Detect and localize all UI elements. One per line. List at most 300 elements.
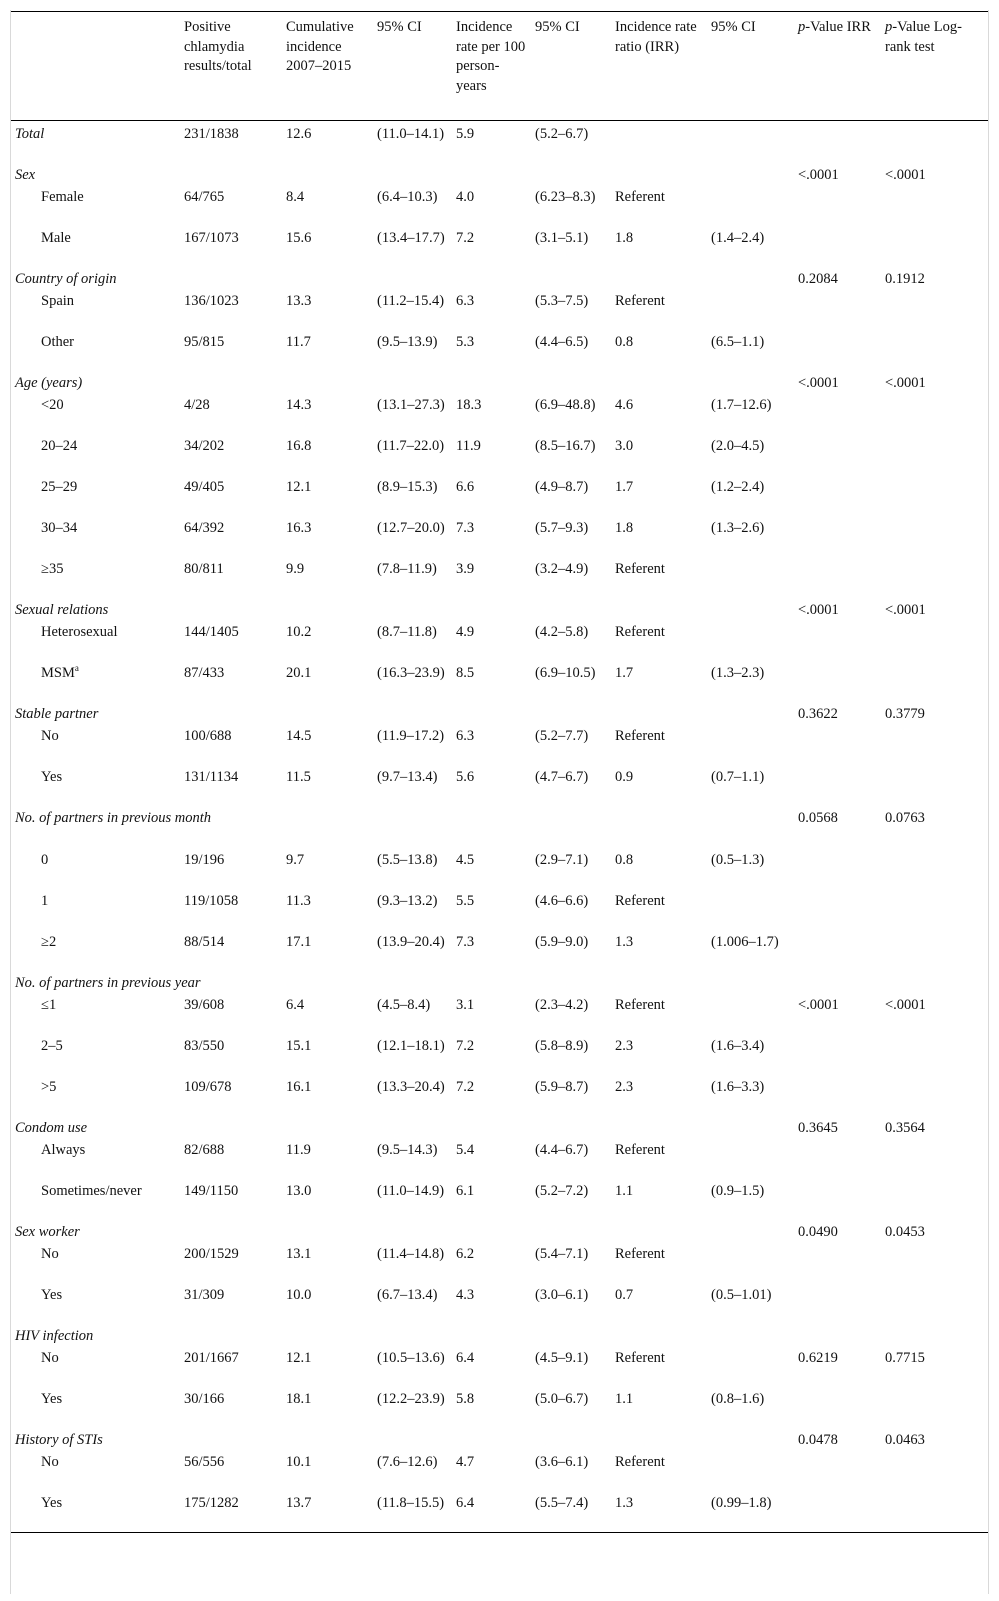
cell-p-value-logrank — [881, 517, 988, 558]
cell-p-value-logrank — [881, 227, 988, 268]
cell-cumulative-incidence: 15.1 — [286, 1037, 312, 1054]
cell-p-value-irr — [794, 227, 881, 268]
cell-ci-2: (3.1–5.1) — [535, 229, 589, 246]
table-row — [11, 931, 988, 972]
row-label-text: Total — [15, 126, 45, 142]
cell-incidence-rate: 6.2 — [456, 1245, 475, 1262]
cell-p-value-irr — [794, 435, 881, 476]
cell-p-value-irr — [794, 1388, 881, 1429]
table-row — [11, 331, 988, 372]
cell-p-value-irr — [794, 1035, 881, 1076]
cell-incidence-rate: 7.2 — [456, 1078, 475, 1095]
cell-ci-2: (6.9–10.5) — [535, 664, 596, 681]
row-label — [11, 1347, 180, 1388]
table-section-row — [11, 268, 988, 290]
cell-positive-results: 144/1405 — [184, 623, 239, 640]
cell-ci-2: (4.4–6.7) — [535, 1141, 589, 1158]
cell-cumulative-incidence: 12.1 — [286, 478, 312, 495]
cell-p-value-irr: 0.3645 — [798, 1119, 838, 1136]
cell-p-value-irr — [794, 331, 881, 372]
cell-incidence-rate: 6.6 — [456, 478, 475, 495]
cell-cumulative-incidence: 8.4 — [286, 188, 305, 205]
cell-irr: 2.3 — [615, 1078, 634, 1095]
cell-ci-1: (9.5–14.3) — [377, 1141, 438, 1158]
cell-p-value-logrank — [881, 1139, 988, 1180]
cell-ci-1: (5.5–13.8) — [377, 851, 438, 868]
table-row — [11, 621, 988, 662]
cell-p-value-irr — [794, 931, 881, 972]
cell-p-value-logrank — [881, 290, 988, 331]
cell-ci-1: (10.5–13.6) — [377, 1349, 445, 1366]
row-label — [11, 621, 180, 662]
cell-p-value-logrank — [881, 1284, 988, 1325]
cell-incidence-rate: 5.9 — [456, 126, 475, 142]
cell-incidence-rate: 6.3 — [456, 292, 475, 309]
table-row — [11, 849, 988, 890]
row-label — [11, 725, 180, 766]
cell-cumulative-incidence: 12.6 — [286, 126, 312, 142]
cell-ci-3 — [707, 890, 794, 931]
table-row — [11, 766, 988, 807]
cell-incidence-rate: 5.5 — [456, 892, 475, 909]
cell-cumulative-incidence: 17.1 — [286, 933, 312, 950]
cell-cumulative-incidence: 16.1 — [286, 1078, 312, 1095]
header-blank — [11, 12, 180, 121]
cell-p-value-logrank — [881, 331, 988, 372]
table-section-row — [11, 972, 988, 994]
cell-p-value-logrank: 0.0453 — [885, 1223, 925, 1240]
row-label-text: 1 — [41, 892, 49, 909]
cell-ci-3 — [707, 186, 794, 227]
row-label — [11, 1076, 180, 1117]
section-label: No. of partners in previous year — [15, 974, 201, 991]
cell-cumulative-incidence: 6.4 — [286, 996, 305, 1013]
row-label — [11, 1035, 180, 1076]
cell-p-value-logrank — [881, 1492, 988, 1533]
cell-ci-3: (0.7–1.1) — [711, 768, 765, 785]
header-positive-results: Positive chlamydia results/total — [180, 12, 282, 121]
cell-ci-1: (9.5–13.9) — [377, 333, 438, 350]
cell-p-value-logrank — [881, 1451, 988, 1492]
table-row — [11, 435, 988, 476]
cell-ci-3: (0.5–1.01) — [711, 1286, 772, 1303]
row-label-text: Heterosexual — [41, 623, 118, 640]
cell-incidence-rate: 5.6 — [456, 768, 475, 785]
cell-positive-results: 175/1282 — [180, 1492, 282, 1533]
cell-irr: Referent — [615, 560, 665, 577]
cell-ci-2: (4.5–9.1) — [535, 1349, 589, 1366]
cell-ci-3: (1.2–2.4) — [711, 478, 765, 495]
cell-p-value-irr: <.0001 — [798, 601, 839, 618]
cell-p-value-logrank — [881, 1035, 988, 1076]
cell-incidence-rate: 5.4 — [456, 1141, 475, 1158]
table-section-row — [11, 599, 988, 621]
cell-positive-results: 136/1023 — [184, 292, 239, 309]
cell-ci-3: (1.6–3.3) — [711, 1078, 765, 1095]
row-label — [11, 1180, 180, 1221]
cell-p-value-logrank: 0.7715 — [885, 1349, 925, 1366]
cell-ci-1: (6.4–10.3) — [377, 188, 438, 205]
cell-ci-2: (4.9–8.7) — [535, 478, 589, 495]
table-row — [11, 476, 988, 517]
table-row — [11, 662, 988, 703]
cell-ci-3 — [707, 994, 794, 1035]
cell-cumulative-incidence: 11.3 — [286, 892, 311, 909]
header-ci-2: 95% CI — [531, 12, 611, 121]
cell-p-value-logrank: 0.0463 — [885, 1431, 925, 1448]
cell-positive-results: 87/433 — [184, 664, 225, 681]
cell-p-value-logrank — [881, 972, 988, 994]
cell-positive-results: 4/28 — [184, 396, 210, 413]
cell-positive-results: 119/1058 — [184, 892, 239, 909]
row-label — [11, 890, 180, 931]
cell-p-value-irr — [794, 290, 881, 331]
table-row — [11, 394, 988, 435]
cell-positive-results: 95/815 — [184, 333, 225, 350]
cell-positive-results: 149/1150 — [184, 1182, 239, 1199]
section-label: Sex — [15, 166, 36, 183]
cell-p-value-irr: 0.2084 — [798, 270, 838, 287]
table-section-row — [11, 1429, 988, 1451]
table-row — [11, 1451, 988, 1492]
cell-incidence-rate: 18.3 — [456, 396, 482, 413]
cell-cumulative-incidence: 11.9 — [286, 1141, 311, 1158]
cell-irr: Referent — [615, 892, 665, 909]
row-label-text: No — [41, 727, 59, 744]
cell-ci-1: (7.6–12.6) — [377, 1453, 438, 1470]
row-label-text: 20–24 — [41, 437, 78, 454]
table-row — [11, 1492, 988, 1533]
row-label — [11, 121, 180, 164]
cell-positive-results: 19/196 — [184, 851, 225, 868]
table-section-row — [11, 372, 988, 394]
row-label-text: ≥35 — [41, 560, 64, 577]
cell-ci-2: (5.3–7.5) — [535, 292, 589, 309]
row-label-text: 2–5 — [41, 1037, 63, 1054]
cell-positive-results: 200/1529 — [184, 1245, 239, 1262]
cell-cumulative-incidence: 9.9 — [286, 560, 305, 577]
table-row — [11, 890, 988, 931]
row-label-text: Yes — [41, 1286, 63, 1303]
cell-cumulative-incidence: 11.5 — [286, 768, 311, 785]
row-label-text: Always — [41, 1141, 86, 1158]
table-section-row — [11, 1325, 988, 1347]
cell-irr: Referent — [615, 1453, 665, 1470]
cell-ci-2: (6.23–8.3) — [535, 188, 596, 205]
cell-positive-results: 49/405 — [184, 478, 225, 495]
cell-irr: Referent — [615, 623, 665, 640]
cell-p-value-logrank — [881, 931, 988, 972]
cell-p-value-logrank — [881, 1243, 988, 1284]
cell-cumulative-incidence: 15.6 — [286, 229, 312, 246]
row-label-text: 30–34 — [41, 519, 78, 536]
cell-positive-results: 109/678 — [184, 1078, 232, 1095]
cell-irr: 2.3 — [615, 1037, 634, 1054]
cell-ci-1: (12.7–20.0) — [377, 519, 445, 536]
cell-ci-2: (5.0–6.7) — [535, 1390, 589, 1407]
cell-incidence-rate: 7.2 — [456, 229, 475, 246]
row-label-text: MSM — [41, 664, 75, 681]
row-label — [11, 662, 180, 703]
row-label — [11, 186, 180, 227]
cell-p-value-logrank — [881, 435, 988, 476]
cell-ci-2: (6.9–48.8) — [535, 396, 596, 413]
table-row — [11, 186, 988, 227]
section-label: Condom use — [15, 1119, 88, 1136]
cell-p-value-logrank — [881, 558, 988, 599]
cell-p-value-irr — [794, 1284, 881, 1325]
cell-irr: Referent — [615, 188, 665, 205]
cell-ci-3: (1.3–2.3) — [711, 664, 765, 681]
cell-p-value-irr — [794, 1180, 881, 1221]
table-section-row — [11, 1117, 988, 1139]
cell-irr: 0.7 — [615, 1286, 634, 1303]
row-label-text: <20 — [41, 396, 64, 413]
header-cumulative-incidence: Cumulative incidence 2007–2015 — [282, 12, 373, 121]
table-total-row — [11, 121, 988, 164]
cell-irr: Referent — [615, 1245, 665, 1262]
cell-cumulative-incidence: 16.3 — [286, 519, 312, 536]
cell-cumulative-incidence: 20.1 — [286, 664, 312, 681]
cell-incidence-rate: 6.3 — [456, 727, 475, 744]
table-header-row — [11, 12, 988, 121]
cell-ci-2: (2.3–4.2) — [535, 996, 589, 1013]
cell-ci-2: (5.5–7.4) — [531, 1492, 611, 1533]
cell-cumulative-incidence: 18.1 — [286, 1390, 312, 1407]
cell-ci-3: (6.5–1.1) — [711, 333, 765, 350]
cell-ci-2: (4.6–6.6) — [535, 892, 589, 909]
cell-p-value-irr: 0.0490 — [798, 1223, 838, 1240]
cell-ci-1: (13.9–20.4) — [377, 933, 445, 950]
cell-irr: Referent — [615, 727, 665, 744]
cell-irr — [611, 121, 707, 164]
table-row — [11, 1180, 988, 1221]
row-label-text: Other — [41, 333, 75, 350]
cell-p-value-logrank: 0.1912 — [885, 270, 925, 287]
row-label-text: ≤1 — [41, 996, 57, 1013]
cell-p-value-irr — [794, 621, 881, 662]
cell-cumulative-incidence: 12.1 — [286, 1349, 312, 1366]
row-label-text: No — [41, 1245, 59, 1262]
cell-positive-results: 131/1134 — [184, 768, 239, 785]
cell-ci-1: (11.0–14.1) — [377, 126, 445, 142]
cell-irr: 1.8 — [615, 229, 634, 246]
row-label — [11, 331, 180, 372]
cell-incidence-rate: 4.5 — [456, 851, 475, 868]
cell-ci-3: (1.6–3.4) — [711, 1037, 765, 1054]
cell-irr: Referent — [615, 292, 665, 309]
cell-p-value-irr — [794, 394, 881, 435]
row-label-text: Sometimes/never — [41, 1182, 142, 1199]
cell-ci-3 — [707, 1139, 794, 1180]
cell-incidence-rate: 5.8 — [456, 1390, 475, 1407]
cell-positive-results: 64/765 — [184, 188, 225, 205]
cell-ci-3: (2.0–4.5) — [711, 437, 765, 454]
section-label: Sex worker — [15, 1223, 80, 1240]
row-label — [11, 1243, 180, 1284]
cell-ci-1: (6.7–13.4) — [377, 1286, 438, 1303]
row-label — [11, 517, 180, 558]
table-row — [11, 1243, 988, 1284]
cell-ci-1: (9.3–13.2) — [377, 892, 438, 909]
cell-positive-results: 167/1073 — [184, 229, 239, 246]
cell-ci-1: (11.9–17.2) — [377, 727, 445, 744]
table-row — [11, 725, 988, 766]
cell-p-value-logrank — [881, 186, 988, 227]
cell-irr: 3.0 — [615, 437, 634, 454]
table-row — [11, 558, 988, 599]
cell-incidence-rate: 6.1 — [456, 1182, 475, 1199]
cell-positive-results: 64/392 — [184, 519, 225, 536]
cell-irr: 0.9 — [615, 768, 634, 785]
cell-cumulative-incidence: 10.0 — [286, 1286, 312, 1303]
cell-p-value-logrank: 0.3564 — [885, 1119, 925, 1136]
cell-p-value-irr — [794, 186, 881, 227]
cell-ci-3 — [707, 1347, 794, 1388]
row-label — [11, 1492, 180, 1533]
header-incidence-rate: Incidence rate per 100 person-years — [452, 12, 531, 121]
cell-ci-1: (11.7–22.0) — [377, 437, 445, 454]
cell-ci-3: (0.8–1.6) — [711, 1390, 765, 1407]
table-row — [11, 227, 988, 268]
cell-ci-3: (1.7–12.6) — [711, 396, 772, 413]
cell-incidence-rate: 7.3 — [456, 933, 475, 950]
cell-p-value-irr: <.0001 — [798, 374, 839, 391]
table-section-row — [11, 1221, 988, 1243]
row-label — [11, 994, 180, 1035]
section-label: Stable partner — [15, 705, 99, 722]
row-label — [11, 435, 180, 476]
incidence-table — [11, 11, 988, 1533]
cell-ci-2: (3.0–6.1) — [535, 1286, 589, 1303]
cell-p-value-logrank — [881, 1388, 988, 1429]
row-label-text: Male — [41, 229, 71, 246]
cell-ci-2: (4.7–6.7) — [535, 768, 589, 785]
cell-positive-results: 34/202 — [184, 437, 225, 454]
cell-cumulative-incidence: 13.7 — [282, 1492, 373, 1533]
cell-p-value-logrank: <.0001 — [885, 166, 926, 183]
cell-p-value-irr — [794, 972, 881, 994]
row-label-text: >5 — [41, 1078, 57, 1095]
cell-incidence-rate: 7.2 — [456, 1037, 475, 1054]
cell-ci-2: (5.8–8.9) — [535, 1037, 589, 1054]
cell-p-value-irr — [794, 517, 881, 558]
cell-cumulative-incidence: 14.3 — [286, 396, 312, 413]
cell-positive-results: 201/1667 — [184, 1349, 239, 1366]
cell-incidence-rate: 6.4 — [452, 1492, 531, 1533]
cell-p-value-irr: <.0001 — [798, 996, 839, 1013]
cell-incidence-rate: 4.7 — [456, 1453, 475, 1470]
footnote-marker: a — [74, 662, 79, 673]
cell-ci-3 — [707, 621, 794, 662]
cell-incidence-rate: 8.5 — [456, 664, 475, 681]
section-label: Sexual relations — [15, 601, 109, 618]
cell-ci-3 — [707, 290, 794, 331]
table-row — [11, 290, 988, 331]
cell-ci-1: (13.4–17.7) — [377, 229, 445, 246]
cell-p-value-irr — [794, 849, 881, 890]
cell-cumulative-incidence: 13.3 — [286, 292, 312, 309]
cell-ci-2: (5.7–9.3) — [535, 519, 589, 536]
cell-ci-3: (1.006–1.7) — [711, 933, 779, 950]
section-label: Country of origin — [15, 270, 117, 287]
cell-cumulative-incidence: 16.8 — [286, 437, 312, 454]
cell-p-value-irr — [794, 1243, 881, 1284]
table-section-row — [11, 703, 988, 725]
cell-cumulative-incidence: 9.7 — [286, 851, 305, 868]
cell-p-value-logrank — [881, 1325, 988, 1347]
cell-p-value-logrank: <.0001 — [885, 601, 926, 618]
cell-ci-1: (7.8–11.9) — [377, 560, 437, 577]
table-row — [11, 1388, 988, 1429]
cell-ci-3: (1.3–2.6) — [711, 519, 765, 536]
cell-p-value-logrank: <.0001 — [885, 996, 926, 1013]
cell-incidence-rate: 4.9 — [456, 623, 475, 640]
cell-p-value-irr — [794, 1076, 881, 1117]
table-row — [11, 994, 988, 1035]
cell-p-value-irr — [794, 1139, 881, 1180]
cell-ci-3 — [707, 121, 794, 164]
cell-ci-3: (1.4–2.4) — [711, 229, 765, 246]
row-label-text: ≥2 — [41, 933, 57, 950]
row-label-text: No — [41, 1349, 59, 1366]
cell-ci-3 — [707, 1243, 794, 1284]
row-label-text: No — [41, 1453, 59, 1470]
table-row — [11, 1284, 988, 1325]
cell-p-value-logrank — [881, 725, 988, 766]
cell-positive-results: 80/811 — [184, 560, 224, 577]
cell-incidence-rate: 11.9 — [456, 437, 481, 454]
cell-p-value-irr: 0.0568 — [798, 809, 838, 826]
table-section-row — [11, 164, 988, 186]
cell-ci-1: (13.1–27.3) — [377, 396, 445, 413]
cell-cumulative-incidence: 11.7 — [286, 333, 311, 350]
row-label — [11, 931, 180, 972]
cell-irr: 4.6 — [615, 396, 634, 413]
cell-incidence-rate: 4.3 — [456, 1286, 475, 1303]
table-row — [11, 1076, 988, 1117]
section-label: Age (years) — [15, 374, 83, 391]
header-ci-1: 95% CI — [373, 12, 452, 121]
header-p-value-irr: p-Value IRR — [794, 12, 881, 121]
cell-p-value-logrank — [881, 1076, 988, 1117]
section-label: HIV infection — [15, 1327, 94, 1344]
cell-p-value-irr: 0.0478 — [798, 1431, 838, 1448]
cell-positive-results: 30/166 — [184, 1390, 225, 1407]
cell-ci-3: (0.5–1.3) — [711, 851, 765, 868]
cell-ci-3: (0.9–1.5) — [711, 1182, 765, 1199]
cell-ci-2: (4.4–6.5) — [535, 333, 589, 350]
cell-irr: 1.1 — [615, 1390, 634, 1407]
cell-p-value-irr — [794, 1325, 881, 1347]
table-row — [11, 1347, 988, 1388]
header-irr: Incidence rate ratio (IRR) — [611, 12, 707, 121]
cell-cumulative-incidence: 10.2 — [286, 623, 312, 640]
cell-ci-2: (3.2–4.9) — [535, 560, 589, 577]
cell-ci-2: (5.4–7.1) — [535, 1245, 589, 1262]
cell-p-value-logrank — [881, 1180, 988, 1221]
cell-irr: Referent — [615, 1349, 665, 1366]
section-label: No. of partners in previous month — [15, 809, 212, 826]
cell-p-value-irr — [794, 890, 881, 931]
cell-positive-results: 56/556 — [184, 1453, 225, 1470]
row-label-text: 0 — [41, 851, 49, 868]
cell-ci-2: (5.2–7.2) — [535, 1182, 589, 1199]
header-p-value-logrank: p-Value Log-rank test — [881, 12, 988, 121]
cell-p-value-logrank — [881, 849, 988, 890]
table-row — [11, 1035, 988, 1076]
cell-incidence-rate: 5.3 — [456, 333, 475, 350]
